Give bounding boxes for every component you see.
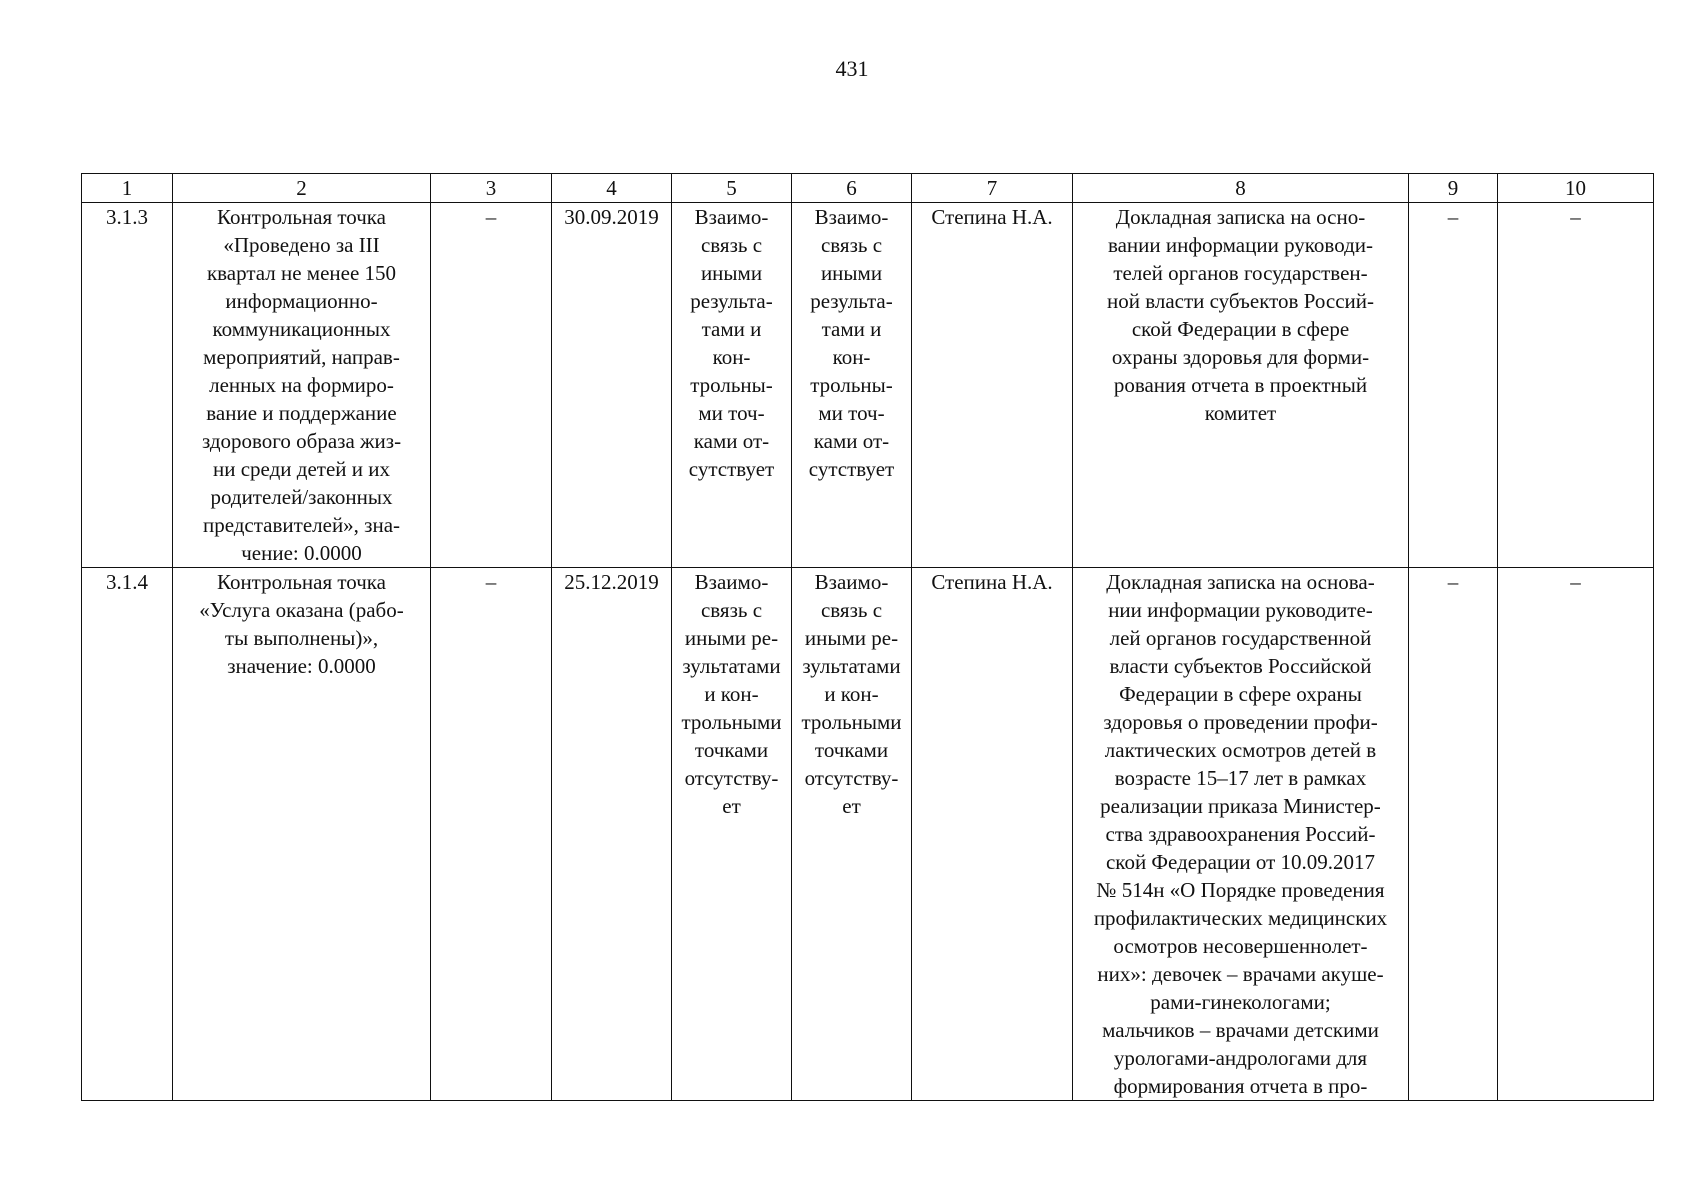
header-cell-3: 3 — [431, 174, 552, 203]
cell-text-line: нии информации руководите- — [1108, 598, 1373, 622]
header-row — [82, 174, 1654, 203]
cell-text-line: Взаимо- — [694, 570, 769, 594]
cell-text-line: информационно- — [225, 289, 378, 313]
cell-text-line: значение: 0.0000 — [227, 654, 376, 678]
row-number: 3.1.4 — [82, 568, 173, 1101]
cell-text-line: комитет — [1204, 401, 1277, 425]
cell-text-line: связь с — [700, 598, 763, 622]
cell-text-line: «Проведено за III — [223, 233, 380, 257]
cell-text-line: и кон- — [824, 682, 879, 706]
cell-text-line: рования отчета в проектный — [1113, 373, 1368, 397]
cell-text-line: точками — [814, 738, 889, 762]
cell-text-line: № 514н «О Порядке проведения — [1096, 878, 1385, 902]
cell-text-line: ты выполнены)», — [224, 626, 379, 650]
cell-text-line: охраны здоровья для форми- — [1111, 345, 1370, 369]
header-cell-4: 4 — [552, 174, 672, 203]
responsible-person: Степина Н.А. — [912, 203, 1073, 568]
cell-text-line: иными — [820, 261, 883, 285]
header-cell-7: 7 — [912, 174, 1073, 203]
cell-text-line: зультатами — [802, 654, 901, 678]
due-date: 30.09.2019 — [552, 203, 672, 568]
cell-text-line: иными ре- — [804, 626, 899, 650]
cell-text-line: ми точ- — [818, 401, 885, 425]
cell-text-line: кон- — [712, 345, 751, 369]
cell-text-line: профилактических медицинских — [1093, 906, 1388, 930]
table-row — [82, 568, 1654, 1101]
relation-col-6 — [792, 568, 912, 1101]
cell-text-line: Контрольная точка — [216, 570, 386, 594]
cell-text-line: Докладная записка на осно- — [1115, 205, 1366, 229]
cell-text-line: ками от- — [693, 429, 770, 453]
cell-text-line: рами-гинекологами; — [1150, 990, 1331, 1014]
plan-table — [81, 173, 1654, 1101]
cell-text-line: возрасте 15–17 лет в рамках — [1114, 766, 1367, 790]
cell-text-line: мероприятий, направ- — [203, 345, 400, 369]
column-10-value: – — [1498, 203, 1654, 568]
relation-col-5 — [672, 203, 792, 568]
cell-text-line: ми точ- — [698, 401, 765, 425]
cell-text-line: чение: 0.0000 — [241, 541, 362, 565]
cell-text-line: трольными — [801, 710, 902, 734]
header-cell-8: 8 — [1073, 174, 1409, 203]
cell-text-line: вание и поддержание — [206, 401, 397, 425]
due-date: 25.12.2019 — [552, 568, 672, 1101]
checkpoint-description — [173, 568, 431, 1101]
cell-text-line: ет — [722, 794, 741, 818]
cell-text-line: урологами-андрологами для — [1113, 1046, 1368, 1070]
cell-text-line: Федерации в сфере охраны — [1119, 682, 1362, 706]
cell-text-line: них»: девочек – врачами акуше- — [1097, 962, 1384, 986]
cell-text-line: ет — [842, 794, 861, 818]
table-row — [82, 203, 1654, 568]
cell-text-line: и кон- — [704, 682, 759, 706]
cell-text-line: иными ре- — [684, 626, 779, 650]
header-cell-10: 10 — [1498, 174, 1654, 203]
cell-text-line: здорового образа жиз- — [201, 429, 402, 453]
cell-text-line: осмотров несовершеннолет- — [1113, 934, 1368, 958]
cell-text-line: трольными — [681, 710, 782, 734]
cell-text-line: здоровья о проведении профи- — [1103, 710, 1378, 734]
cell-text-line: связь с — [820, 598, 883, 622]
cell-text-line: отсутству- — [684, 766, 779, 790]
relation-col-5 — [672, 568, 792, 1101]
cell-text-line: родителей/законных — [210, 485, 393, 509]
header-cell-2: 2 — [173, 174, 431, 203]
header-cell-9: 9 — [1409, 174, 1498, 203]
cell-text-line: результа- — [810, 289, 893, 313]
cell-text-line: трольны- — [810, 373, 893, 397]
cell-text-line: реализации приказа Министер- — [1100, 794, 1381, 818]
cell-text-line: вании информации руководи- — [1107, 233, 1374, 257]
cell-text-line: лактических осмотров детей в — [1104, 738, 1377, 762]
cell-text-line: лей органов государственной — [1109, 626, 1372, 650]
cell-text-line: ской Федерации от 10.09.2017 — [1105, 850, 1376, 874]
cell-text-line: Докладная записка на основа- — [1106, 570, 1375, 594]
cell-text-line: коммуникационных — [212, 317, 391, 341]
cell-text-line: тами и — [701, 317, 762, 341]
cell-text-line: «Услуга оказана (рабо- — [199, 598, 404, 622]
document-description — [1073, 203, 1409, 568]
relation-col-6 — [792, 203, 912, 568]
cell-text-line: иными — [700, 261, 763, 285]
cell-text-line: ни среди детей и их — [213, 457, 390, 481]
responsible-person: Степина Н.А. — [912, 568, 1073, 1101]
row-number: 3.1.3 — [82, 203, 173, 568]
cell-text-line: Взаимо- — [814, 205, 889, 229]
checkpoint-description — [173, 203, 431, 568]
cell-text-line: Взаимо- — [814, 570, 889, 594]
document-description — [1073, 568, 1409, 1101]
cell-text-line: связь с — [820, 233, 883, 257]
column-3-value: – — [431, 203, 552, 568]
cell-text-line: связь с — [700, 233, 763, 257]
header-cell-5: 5 — [672, 174, 792, 203]
cell-text-line: трольны- — [690, 373, 773, 397]
column-3-value: – — [431, 568, 552, 1101]
cell-text-line: ной власти субъектов Россий- — [1106, 289, 1375, 313]
column-9-value: – — [1409, 568, 1498, 1101]
column-9-value: – — [1409, 203, 1498, 568]
header-cell-1: 1 — [82, 174, 173, 203]
header-cell-6: 6 — [792, 174, 912, 203]
cell-text-line: Контрольная точка — [216, 205, 386, 229]
cell-text-line: ленных на формиро- — [209, 373, 394, 397]
cell-text-line: власти субъектов Российской — [1109, 654, 1372, 678]
cell-text-line: телей органов государствен- — [1113, 261, 1368, 285]
cell-text-line: тами и — [821, 317, 882, 341]
cell-text-line: мальчиков – врачами детскими — [1102, 1018, 1379, 1042]
cell-text-line: зультатами — [682, 654, 781, 678]
cell-text-line: кон- — [832, 345, 871, 369]
cell-text-line: сутствует — [688, 457, 775, 481]
cell-text-line: ками от- — [813, 429, 890, 453]
cell-text-line: ской Федерации в сфере — [1131, 317, 1350, 341]
cell-text-line: точками — [694, 738, 769, 762]
cell-text-line: отсутству- — [804, 766, 899, 790]
cell-text-line: результа- — [690, 289, 773, 313]
column-10-value: – — [1498, 568, 1654, 1101]
cell-text-line: квартал не менее 150 — [206, 261, 397, 285]
cell-text-line: формирования отчета в про- — [1113, 1074, 1368, 1098]
cell-text-line: ства здравоохранения Россий- — [1105, 822, 1376, 846]
cell-text-line: Взаимо- — [694, 205, 769, 229]
cell-text-line: представителей», зна- — [202, 513, 401, 537]
page-number: 431 — [835, 56, 869, 81]
cell-text-line: сутствует — [808, 457, 895, 481]
